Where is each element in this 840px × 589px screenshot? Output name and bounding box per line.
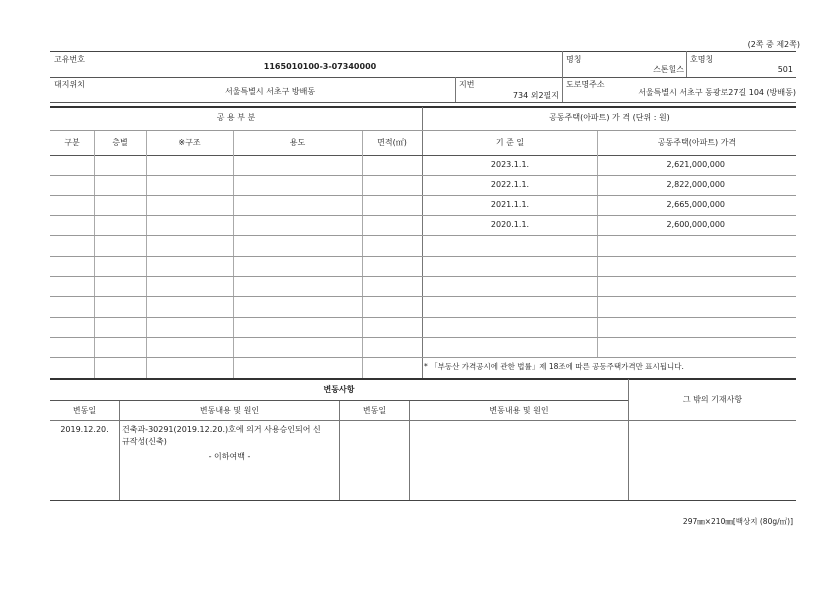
changes-bottom-border [50,500,796,501]
header-mid-border [50,77,796,78]
col-header-floor: 층별 [112,138,128,147]
change-entry-end-mark: - 이하여백 - [208,452,251,461]
row-line [50,215,796,216]
row-line [50,256,796,257]
road-label: 도로명주소 [566,80,605,89]
common-title: 공 용 부 분 [216,113,256,122]
lot-label: 지번 [459,80,475,89]
col-header-area: 면적(㎡) [377,138,407,147]
main-table-top-border [50,106,796,108]
col-divider [362,131,363,378]
change-entry-line: 건축과-30291(2019.12.20.)호에 의거 사용승인되어 신 [122,425,321,434]
header-top-border [50,51,796,52]
page-number: (2쪽 중 제2쪽) [747,40,800,49]
price-row-value: 2,621,000,000 [666,160,725,169]
price-row-value: 2,600,000,000 [666,220,725,229]
change-entry-line: 규작성(신축) [122,437,167,446]
row-line [50,276,796,277]
col-header-price: 공동주택(아파트) 가격 [657,138,737,147]
col-header-category: 구분 [64,138,80,147]
site-value: 서울특별시 서초구 방배동 [224,87,316,96]
other-title: 그 밖의 기재사항 [682,395,743,404]
unique-no-value: 1165010100-3-07340000 [263,62,377,71]
price-row-date: 2023.1.1. [490,160,530,169]
header-divider [562,51,563,77]
header-bottom-border [50,102,796,103]
changes-col-content-2: 변동내용 및 원인 [489,406,549,415]
price-note: * 「부동산 가격공시에 관한 법률」제 18조에 따른 공동주택가격만 표시됩니다. [424,362,684,371]
row-line [50,130,796,131]
row-line [50,357,796,358]
row-line [50,337,796,338]
changes-col-content: 변동내용 및 원인 [199,406,260,415]
price-title: 공동주택(아파트) 가 격 (단위 : 원) [549,113,670,122]
unit-name-value: 501 [777,65,793,74]
price-row-value: 2,822,000,000 [666,180,725,189]
col-header-base-date: 기 준 일 [495,138,525,147]
change-entry-date: 2019.12.20. [60,425,109,434]
col-divider [94,131,95,378]
price-row-value: 2,665,000,000 [666,200,725,209]
row-line [50,317,796,318]
price-row-date: 2022.1.1. [490,180,530,189]
header-divider [455,77,456,102]
changes-top-border [50,378,796,380]
name-value: 스톤힐스 [653,65,684,74]
row-line [50,175,796,176]
row-line [50,235,796,236]
row-line [50,195,796,196]
site-label: 대지위치 [54,80,85,89]
changes-title: 변동사항 [323,385,355,394]
name-label: 명칭 [566,55,582,64]
col-divider [597,131,598,358]
unique-no-label: 고유번호 [54,55,85,64]
header-divider [686,51,687,77]
road-value: 서울특별시 서초구 동광로27길 104 (방배동) [638,88,796,97]
col-header-usage: 용도 [289,138,306,147]
column-header-line [50,155,796,156]
col-header-structure: ※구조 [178,138,201,147]
row-line [50,420,796,421]
price-row-date: 2021.1.1. [490,200,530,209]
col-divider [146,131,147,378]
lot-value: 734 외2필지 [512,91,559,100]
changes-col-date: 변동일 [72,406,97,415]
price-row-date: 2020.1.1. [490,220,530,229]
paper-spec: 297㎜×210㎜[백상지 (80g/㎡)] [682,517,793,526]
col-divider [233,131,234,378]
changes-col-date-2: 변동일 [362,406,387,415]
header-divider [562,77,563,102]
unit-name-label: 호명칭 [690,55,714,64]
row-line [50,296,796,297]
